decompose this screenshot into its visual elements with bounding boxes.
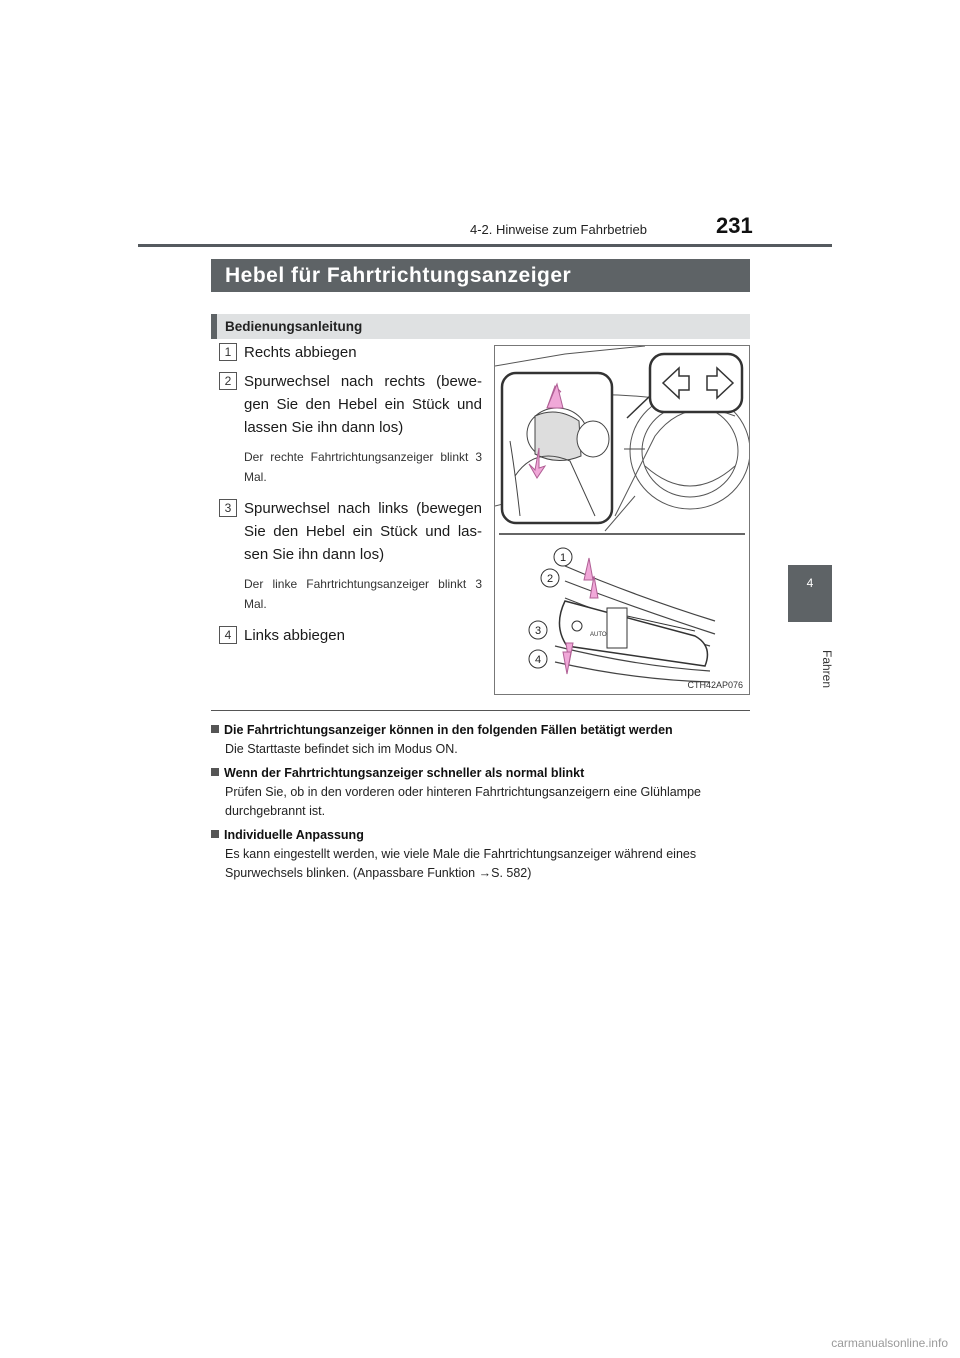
step-text: Rechts abbiegen: [244, 344, 357, 361]
callout-1: 1: [559, 552, 567, 564]
header-section: 4-2. Hinweise zum Fahrbetrieb: [470, 222, 648, 237]
callout-4: 4: [534, 654, 542, 666]
info-body: Die Starttaste befindet sich im Modus ON.: [225, 742, 458, 756]
step-note: Der rechte Fahrtrichtungsanzeiger blinkt 3 Mal.: [244, 450, 482, 484]
step-note: Der linke Fahrtrichtungsanzeiger blinkt 3 Mal.: [244, 577, 482, 611]
page-number: 231: [716, 213, 753, 238]
bullet-square-icon: [211, 768, 219, 776]
step-item: [216, 341, 482, 364]
step-text: Spurwechsel nach links (bewegen Sie den Hebel ein Stück und las-sen Sie ihn dann los): [244, 500, 482, 563]
info-block: [211, 825, 750, 883]
page-title: Hebel für Fahrtrichtungsanzeiger: [211, 259, 750, 292]
watermark: carmanualsonline.info: [831, 1336, 948, 1350]
chapter-number: 4: [806, 576, 814, 590]
chapter-tab: [788, 565, 832, 622]
info-heading: Individuelle Anpassung: [211, 825, 750, 845]
info-block: [211, 720, 750, 759]
step-number: 3: [219, 499, 237, 517]
info-body: Es kann eingestellt werden, wie viele Male die Fahrtrichtungsanzeiger während eines Spurwechsels blinken. (Anpassbare Funktion →S. 582): [225, 847, 697, 880]
steps-list: [216, 340, 482, 647]
chapter-label: Fahren: [820, 650, 834, 689]
step-item: [216, 370, 482, 439]
step-number: 4: [219, 626, 237, 644]
illustration-code: CTH42AP076: [687, 680, 743, 690]
bullet-square-icon: [211, 830, 219, 838]
info-heading: Die Fahrtrichtungsanzeiger können in den folgenden Fällen betätigt werden: [211, 720, 750, 740]
callout-2: 2: [546, 573, 554, 585]
info-heading: Wenn der Fahrtrichtungsanzeiger schneller als normal blinkt: [211, 763, 750, 783]
header-rule: [138, 244, 832, 247]
lever-drawing: [495, 346, 749, 694]
step-number: 2: [219, 372, 237, 390]
lever-illustration: [494, 345, 750, 695]
step-text: Spurwechsel nach rechts (bewe-gen Sie den Hebel ein Stück und lassen Sie ihn dann los): [244, 373, 482, 436]
step-item: [216, 497, 482, 566]
step-number: 1: [219, 343, 237, 361]
info-block: [211, 763, 750, 821]
auto-label: AUTO: [590, 632, 607, 638]
info-body: Prüfen Sie, ob in den vorderen oder hinteren Fahrtrichtungsanzeigern eine Glühlampe durchgebrannt ist.: [225, 785, 701, 818]
bullet-square-icon: [211, 725, 219, 733]
section-subtitle: Bedienungsanleitung: [211, 314, 750, 339]
step-item: [216, 624, 482, 647]
callout-3: 3: [534, 625, 542, 637]
step-text: Links abbiegen: [244, 627, 345, 644]
separator-rule: [211, 710, 750, 711]
